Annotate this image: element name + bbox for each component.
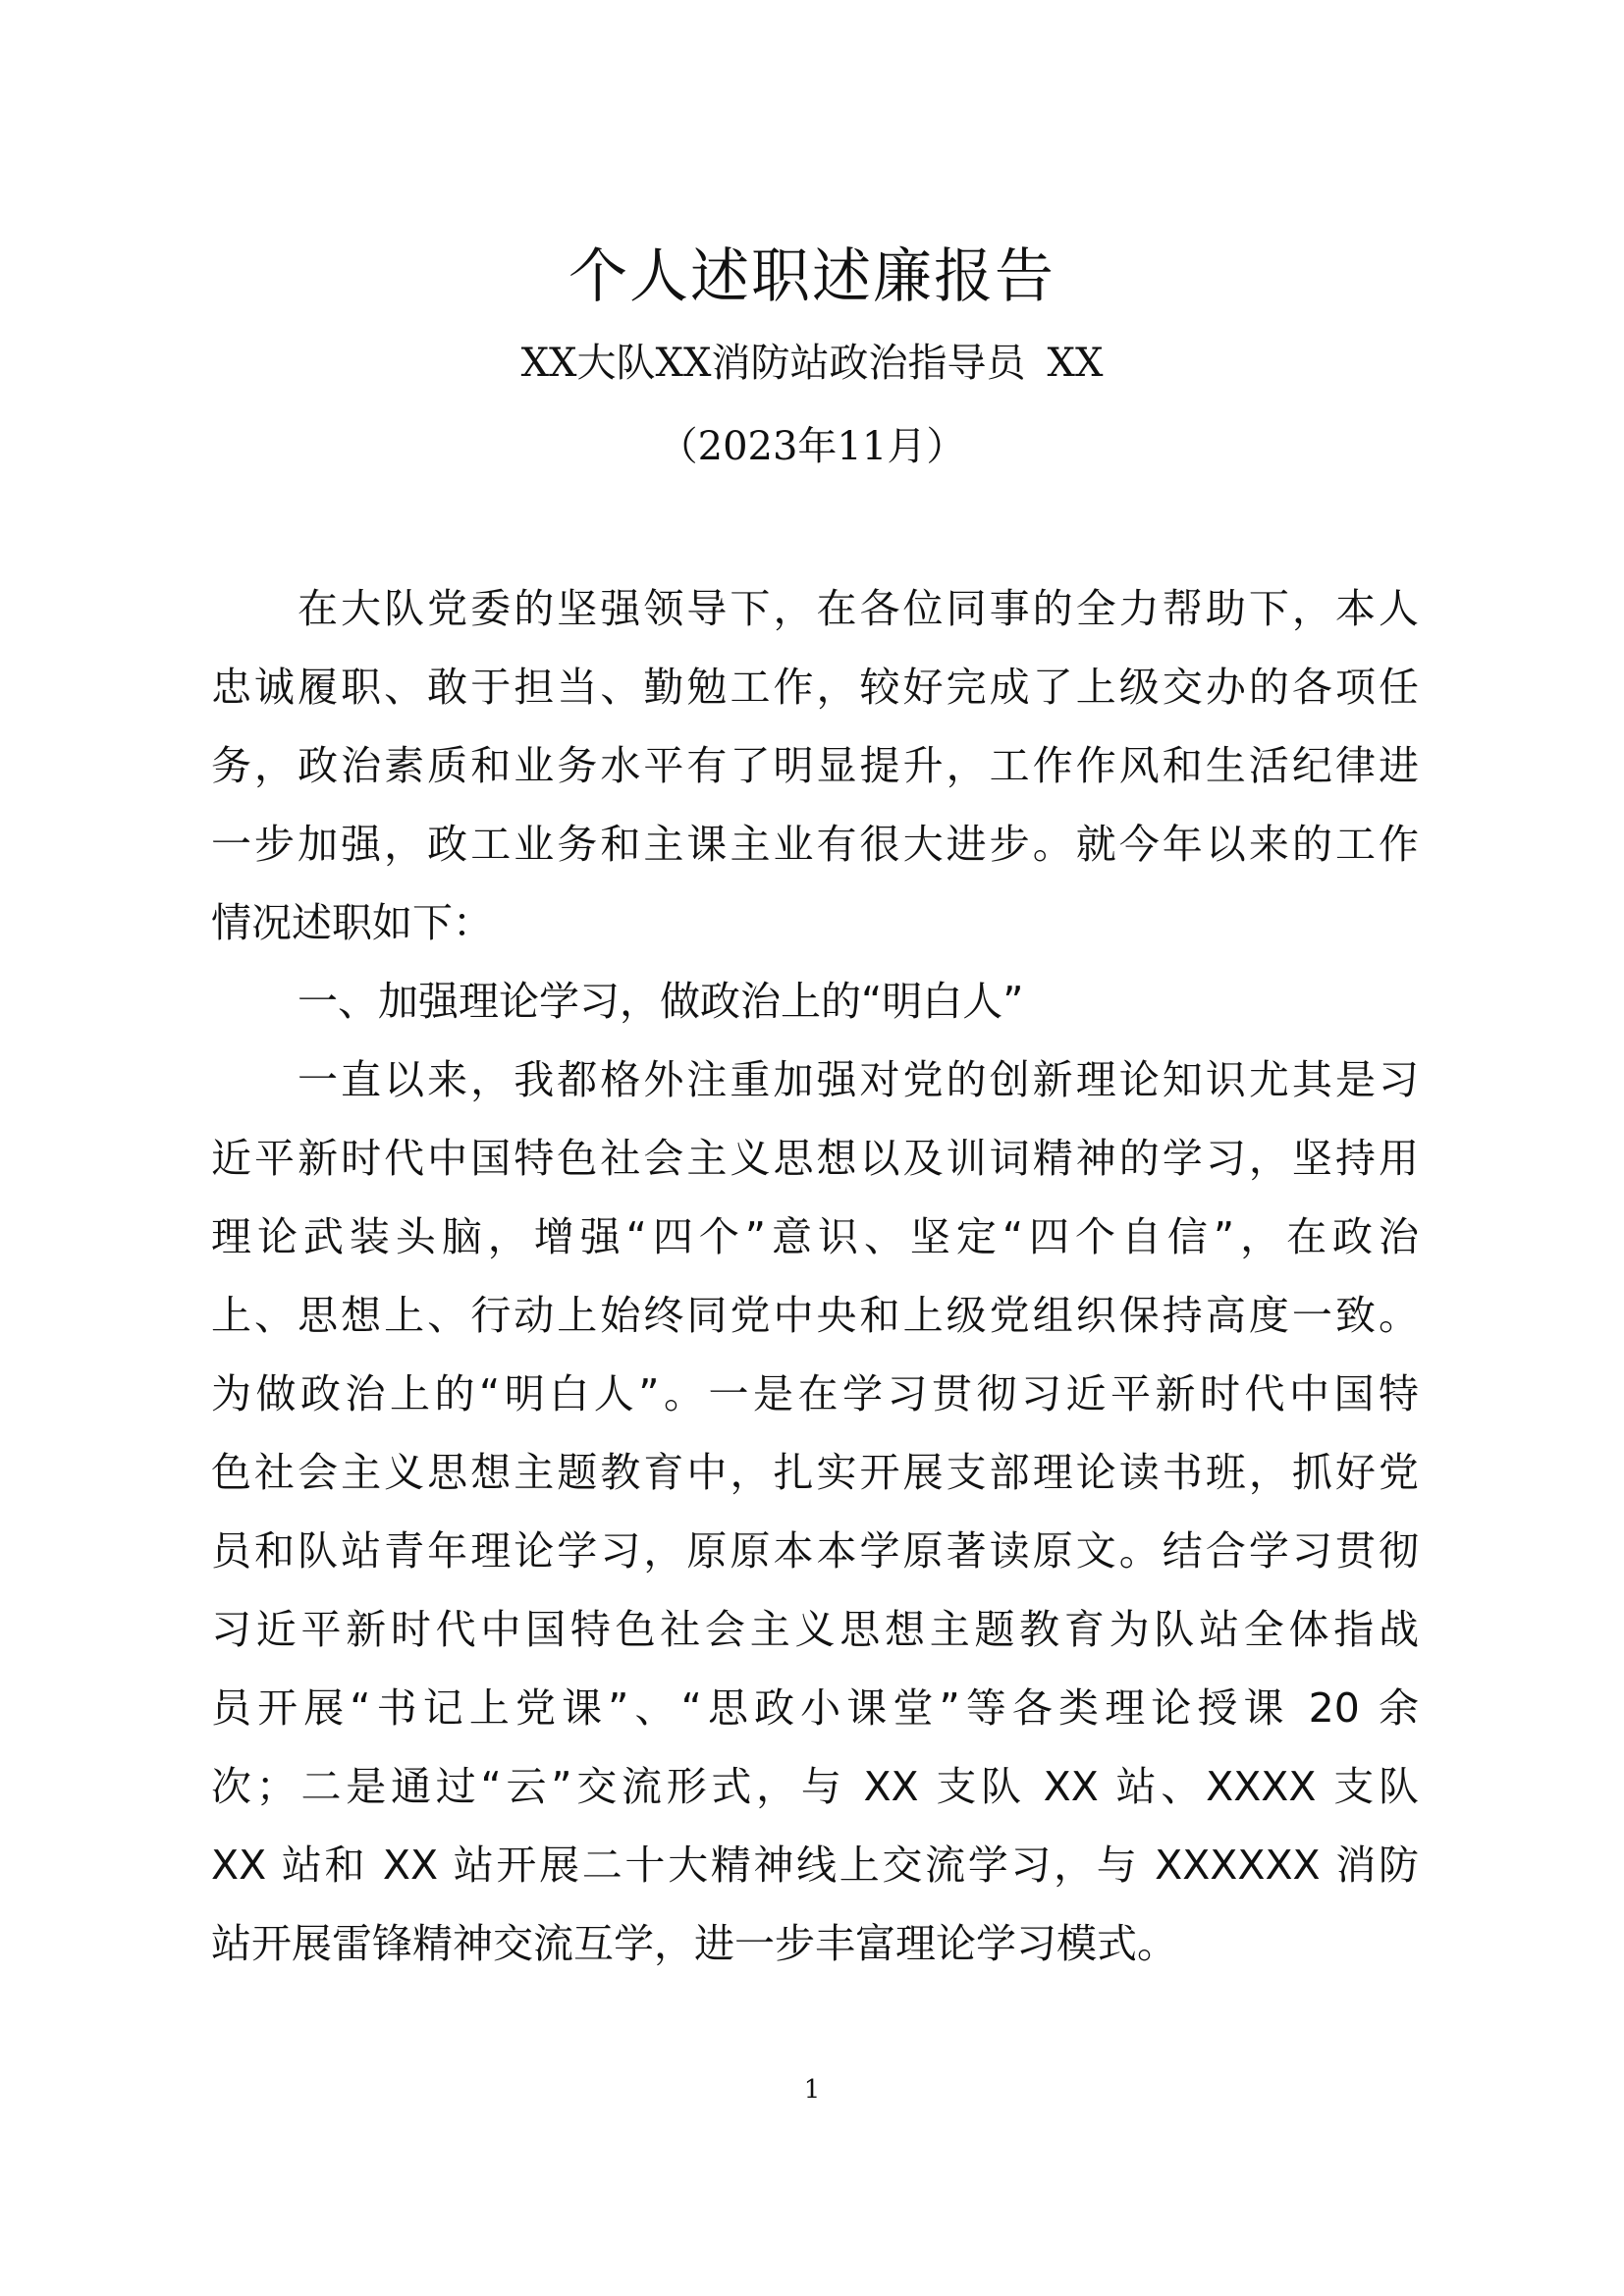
text-line: 一步加强，政工业务和主课主业有很大进步。就今年以来的工作 — [211, 821, 1419, 868]
text-line: 务，政治素质和业务水平有了明显提升，工作作风和生活纪律进 — [211, 742, 1419, 789]
report-date: （2023年11月） — [658, 424, 966, 469]
text-line: 习近平新时代中国特色社会主义思想主题教育为队站全体指战 — [211, 1606, 1419, 1653]
text-line: 站开展雷锋精神交流互学，进一步丰富理论学习模式。 — [211, 1920, 1177, 1967]
section-heading-text: 一、加强理论学习，做政治上的“明白人” — [298, 978, 1024, 1025]
text-line: 上、思想上、行动上始终同党中央和上级党组织保持高度一致。 — [211, 1292, 1419, 1339]
text-line: 情况述职如下： — [211, 899, 493, 946]
text-line: 近平新时代中国特色社会主义思想以及训词精神的学习，坚持用 — [211, 1135, 1419, 1182]
paragraph-intro — [211, 569, 1419, 962]
section-heading-1 — [211, 962, 1419, 1041]
report-body — [211, 569, 1419, 1983]
text-line: 在大队党委的坚强领导下，在各位同事的全力帮助下，本人 — [298, 585, 1419, 632]
text-line: 员和队站青年理论学习，原原本本学原著读原文。结合学习贯彻 — [211, 1527, 1419, 1575]
text-line: XX 站和 XX 站开展二十大精神线上交流学习，与 XXXXXX 消防 — [211, 1842, 1419, 1889]
text-line: 色社会主义思想主题教育中，扎实开展支部理论读书班，抓好党 — [211, 1449, 1419, 1496]
report-title: 个人述职述廉报告 — [568, 242, 1056, 311]
page-number: 1 — [803, 2075, 821, 2105]
text-line: 忠诚履职、敢于担当、勤勉工作，较好完成了上级交办的各项任 — [211, 664, 1419, 711]
author-name: XX — [1047, 341, 1104, 386]
author-line — [0, 334, 1624, 393]
text-line: 一直以来，我都格外注重加强对党的创新理论知识尤其是习 — [298, 1056, 1419, 1103]
text-line: 员开展“书记上党课”、“思政小课堂”等各类理论授课 20 余 — [211, 1684, 1419, 1732]
text-line: 理论武装头脑，增强“四个”意识、坚定“四个自信”，在政治 — [211, 1213, 1419, 1260]
paragraph-theory-study — [211, 1041, 1419, 1983]
text-line: 次；二是通过“云”交流形式，与 XX 支队 XX 站、XXXX 支队 — [211, 1763, 1419, 1810]
author-position: XX大队XX消防站政治指导员 — [520, 341, 1026, 386]
text-line: 为做政治上的“明白人”。一是在学习贯彻习近平新时代中国特 — [211, 1370, 1419, 1417]
